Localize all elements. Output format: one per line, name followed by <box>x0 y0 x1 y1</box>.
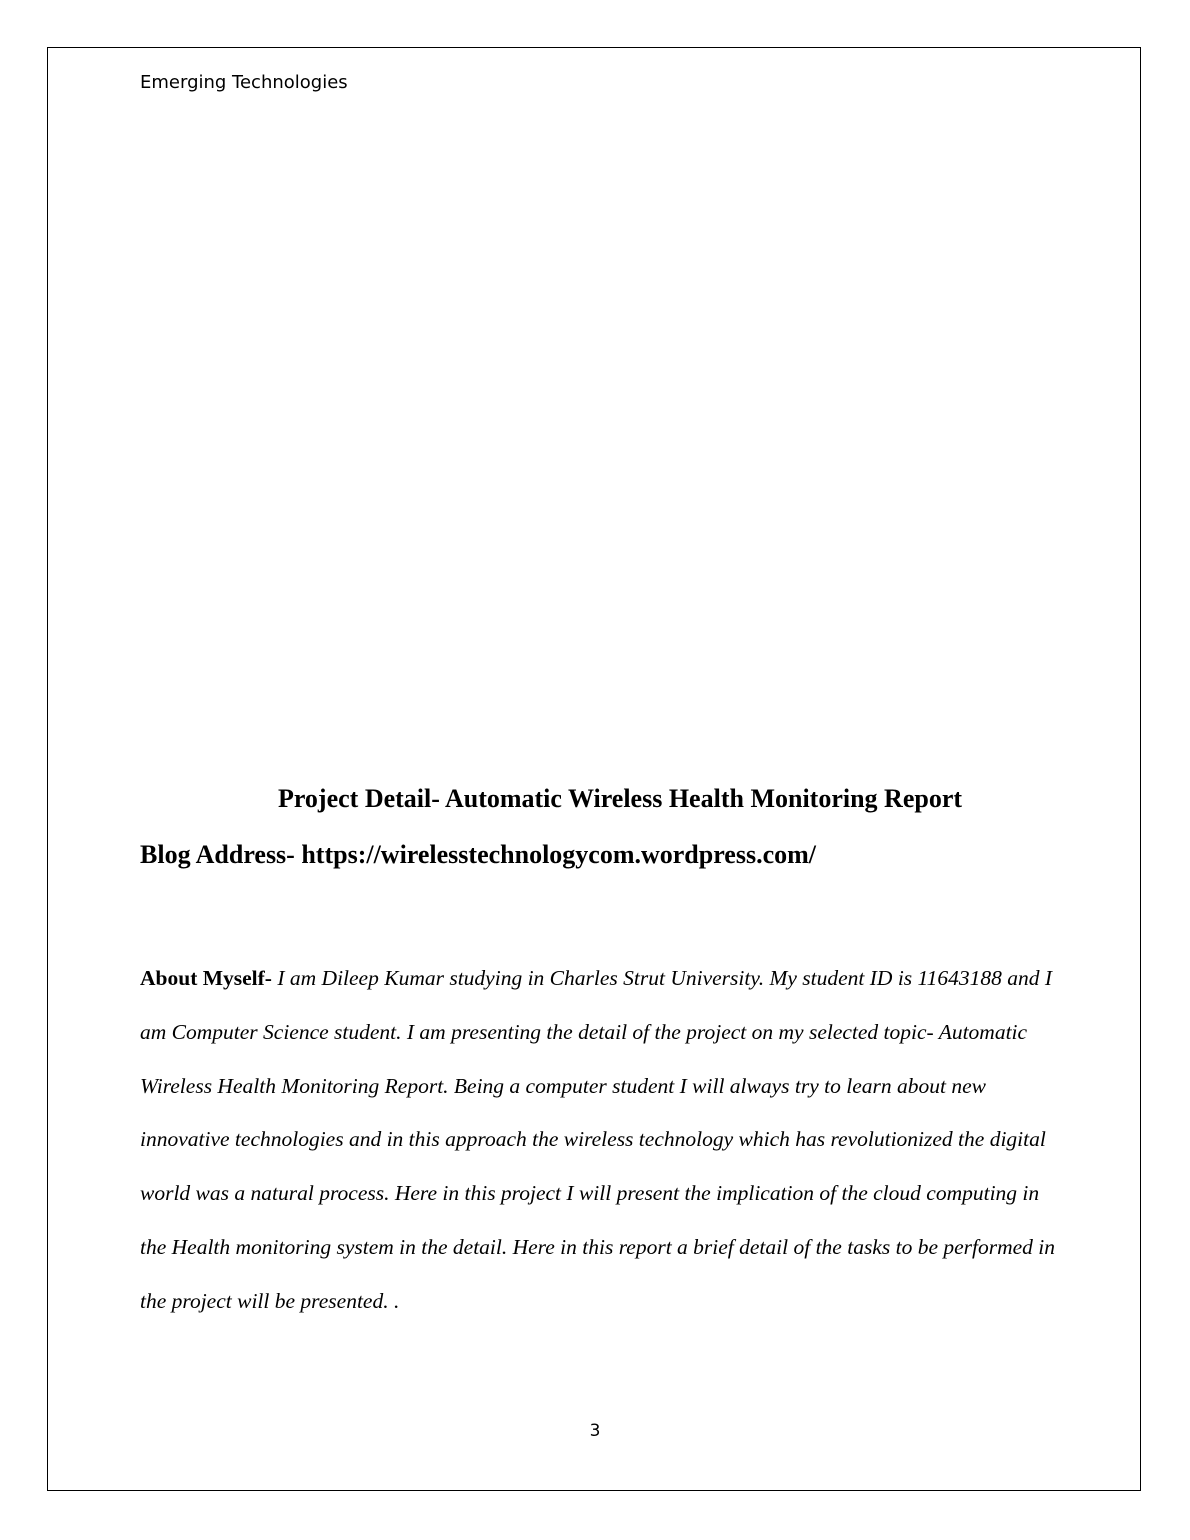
blog-address-label: Blog Address- <box>140 840 302 869</box>
about-text: I am Dileep Kumar studying in Charles Strut University. My student ID is 11643188 and I am Computer Science student. I am presenting the detail of the project on my selected topic- Automatic Wireless Health Monitoring Report. Being a computer student I will always try to learn about new innovative technologies and in this approach the wireless technology which has revolutionized the digital world was a natural process. Here in this project I will present the implication of the cloud computing in the Health monitoring system in the detail. Here in this report a brief detail of the tasks to be performed in the project will be presented. . <box>140 966 1056 1313</box>
running-header: Emerging Technologies <box>140 72 348 93</box>
page-number: 3 <box>589 1421 601 1441</box>
project-title: Project Detail- Automatic Wireless Health Monitoring Report <box>277 784 963 813</box>
about-label: About Myself- <box>140 966 272 990</box>
blog-address-line <box>140 840 816 870</box>
about-paragraph <box>140 952 1060 1329</box>
blog-address-url: https://wirelesstechnologycom.wordpress.com/ <box>301 840 816 869</box>
